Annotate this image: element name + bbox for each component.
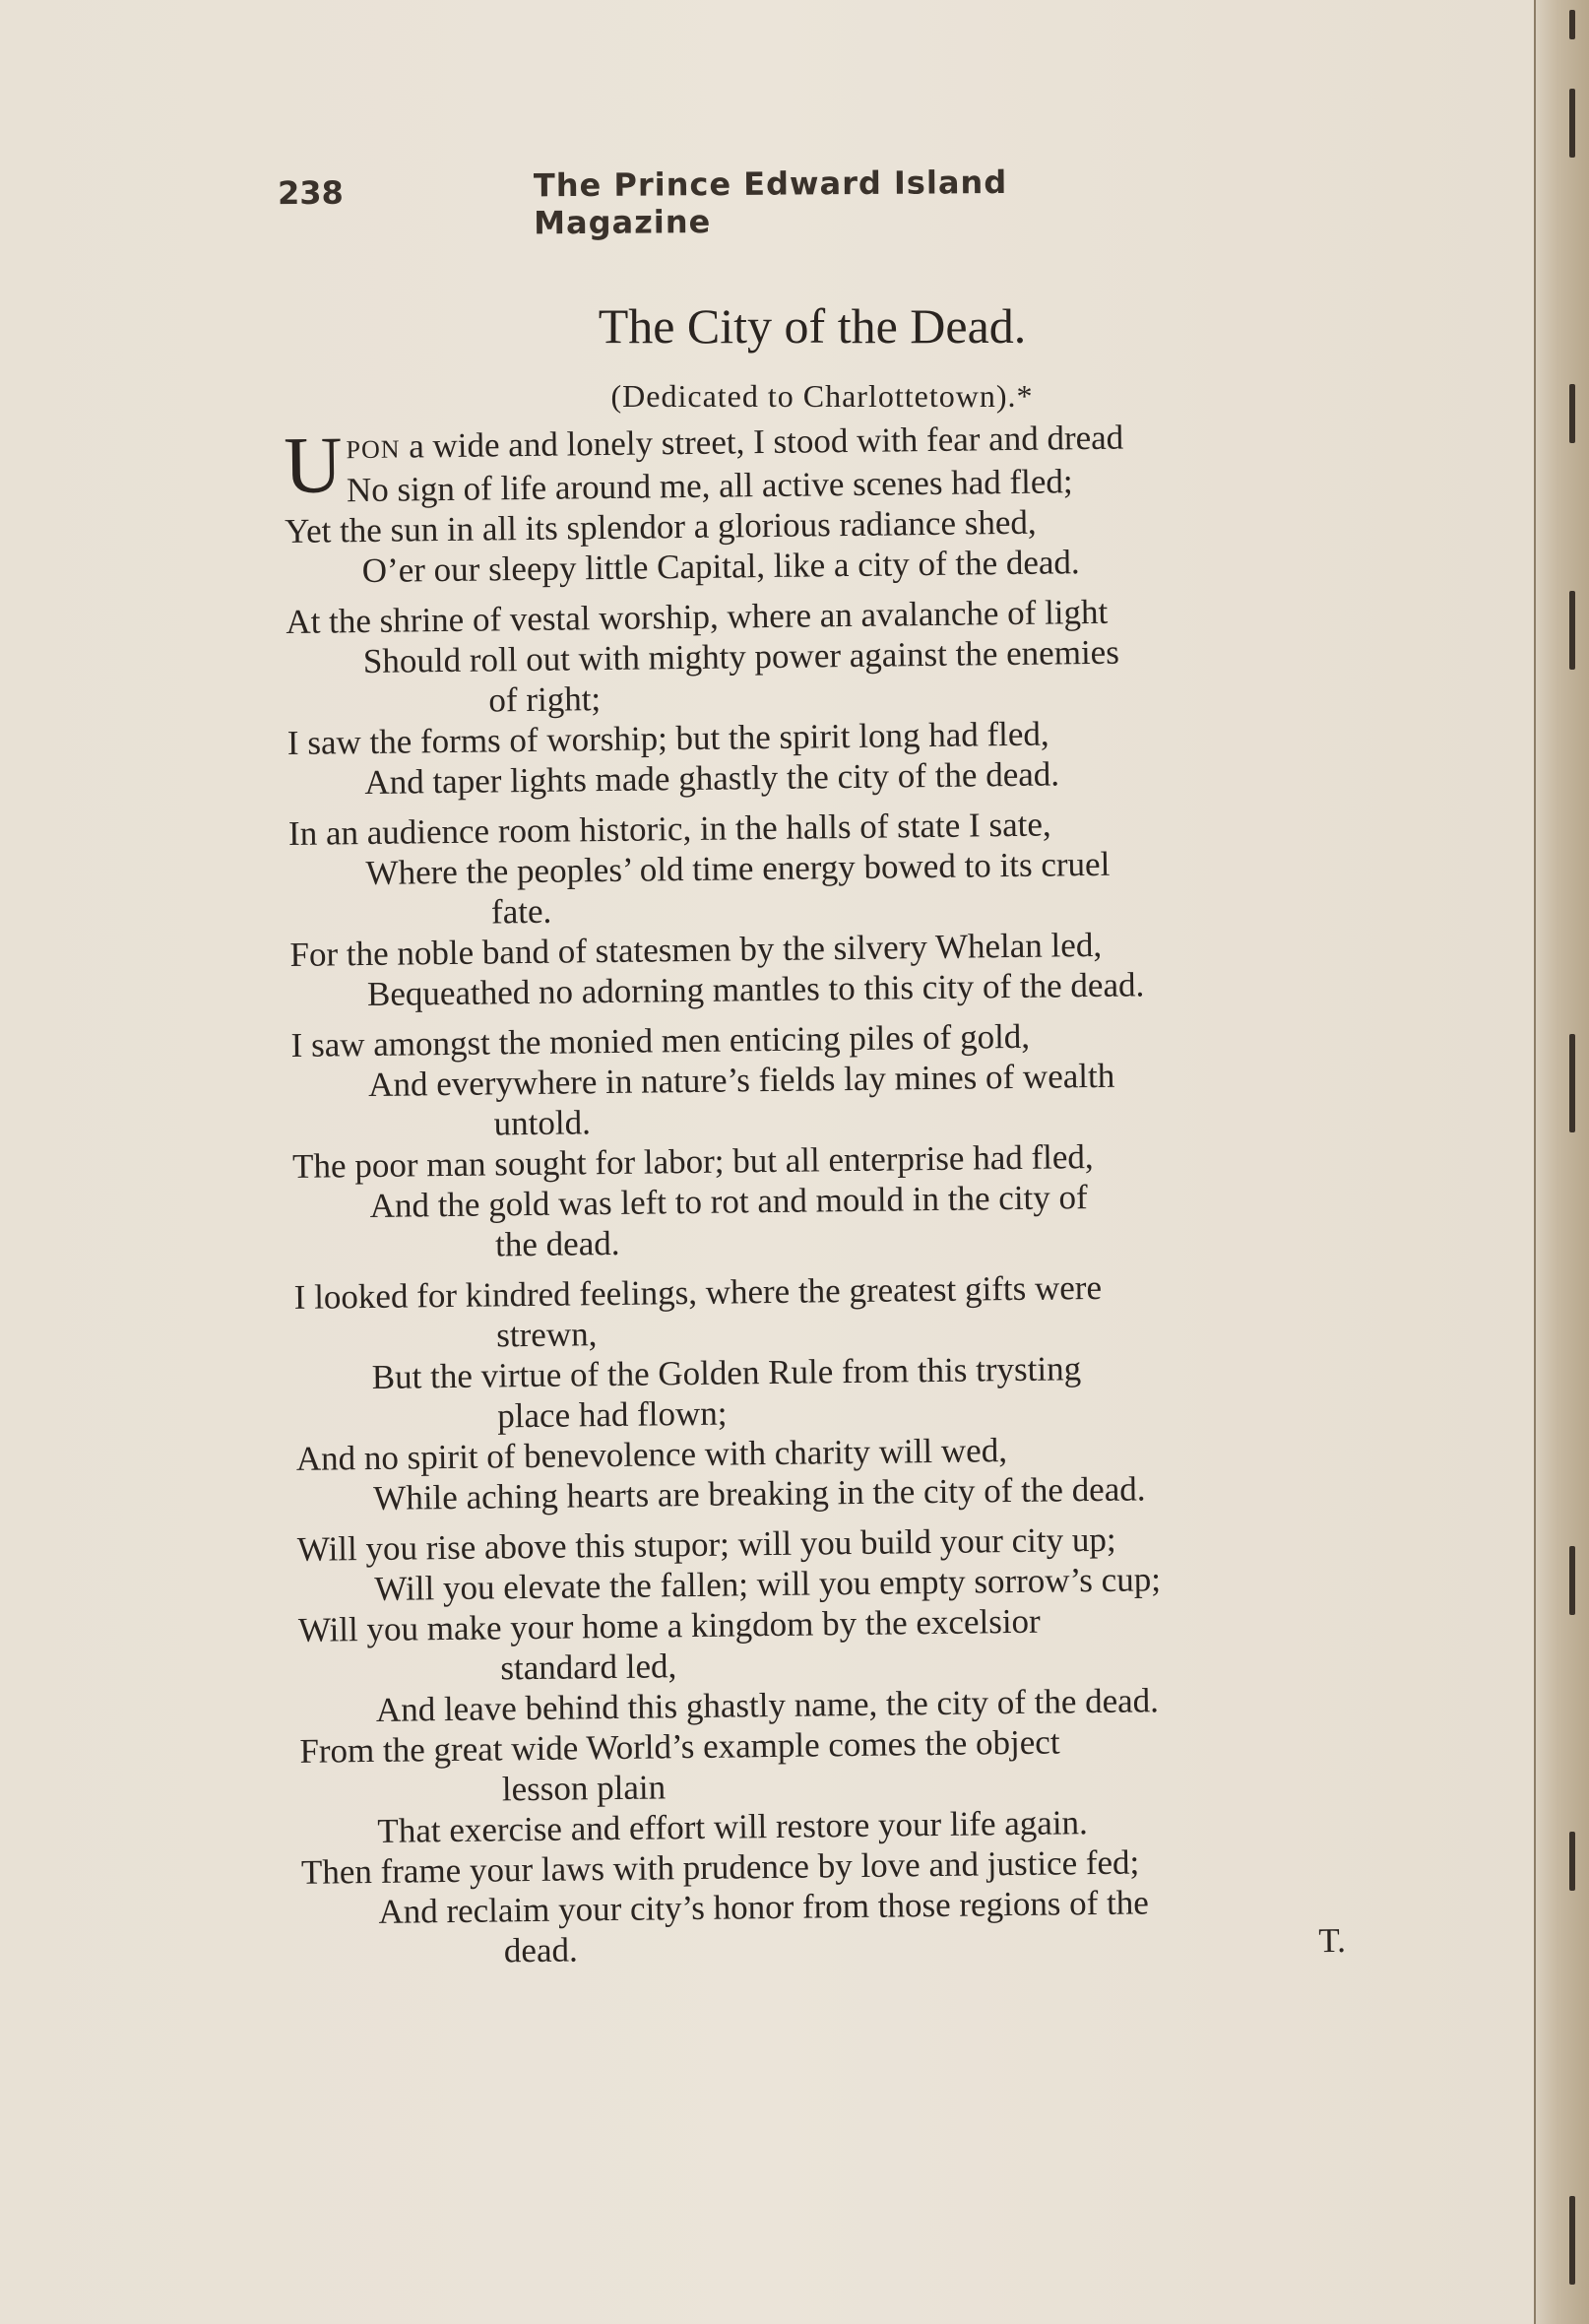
line-text: Where the peoples’ old time energy bowed to its cruel — [365, 844, 1111, 893]
poem-dedication: (Dedicated to Charlottetown).* — [610, 378, 1034, 414]
line-text: strewn, — [496, 1315, 598, 1355]
line-text: In an audience room historic, in the halls of state I sate, — [287, 805, 1051, 853]
line-text: And leave behind this ghastly name, the city of the dead. — [375, 1681, 1160, 1729]
line-text: standard led, — [500, 1646, 677, 1688]
poem-stanza — [294, 1263, 1400, 1519]
line-text: But the virtue of the Golden Rule from this trysting — [371, 1349, 1082, 1396]
line-text: untold. — [493, 1103, 592, 1143]
line-text: And reclaim your city’s honor from those regions of the — [378, 1883, 1150, 1931]
magazine-title: The Prince Edward Island Magazine — [533, 162, 1008, 242]
poem-stanza — [284, 414, 1388, 592]
line-text: Will you make your home a kingdom by the excelsior — [297, 1601, 1041, 1649]
poem-body — [284, 414, 1405, 1973]
first-word-smallcaps: PON — [346, 434, 401, 465]
line-text: The poor man sought for labor; but all enterprise had fled, — [291, 1137, 1094, 1186]
line-text: And no spirit of benevolence with charity will wed, — [295, 1431, 1008, 1478]
line-text: of right; — [488, 679, 602, 720]
line-text: the dead. — [494, 1223, 620, 1264]
page-number: 238 — [277, 173, 344, 213]
drop-cap: U — [283, 420, 344, 510]
poem-stanza — [288, 800, 1393, 1015]
line-text: Yet the sun in all its splendor a glorious radiance shed, — [285, 502, 1037, 550]
line-text: At the shrine of vestal worship, where an avalanche of light — [286, 592, 1109, 641]
line-text: O’er our sleepy little Capital, like a city of the dead. — [361, 543, 1080, 591]
line-text: I looked for kindred feelings, where the greatest gifts were — [293, 1267, 1103, 1317]
line-text: a wide and lonely street, I stood with fear and dread — [400, 418, 1124, 466]
line-text: And everywhere in nature’s fields lay mines of wealth — [367, 1056, 1115, 1104]
running-header — [277, 162, 1164, 242]
page-edge — [1534, 0, 1589, 2324]
line-text: I saw the forms of worship; but the spirit long had fled, — [286, 714, 1049, 762]
line-text: While aching hearts are breaking in the city of the dead. — [373, 1469, 1146, 1517]
poem-stanza — [290, 1011, 1396, 1267]
line-text: That exercise and effort will restore your life again. — [377, 1803, 1089, 1850]
line-text: fate. — [490, 891, 552, 932]
poem-stanza — [297, 1516, 1405, 1973]
line-text: And the gold was left to rot and mould in the city of — [369, 1178, 1088, 1225]
line-text: From the great wide World’s example comes the object — [299, 1722, 1060, 1771]
poem-stanza — [286, 588, 1390, 804]
line-text: dead. — [503, 1930, 578, 1970]
line-text: No sign of life around me, all active scenes had fled; — [346, 462, 1073, 510]
line-text: I saw amongst the monied men enticing piles of gold, — [290, 1016, 1031, 1065]
line-text: lesson plain — [501, 1768, 667, 1809]
line-text: For the noble band of statesmen by the silvery Whelan led, — [289, 925, 1103, 974]
line-text: And taper lights made ghastly the city of the dead. — [364, 754, 1060, 803]
line-text: Will you elevate the fallen; will you empty sorrow’s cup; — [374, 1560, 1162, 1608]
poem-title: The City of the Dead. — [598, 298, 1027, 354]
line-text: Bequeathed no adorning mantles to this city of the dead. — [366, 965, 1145, 1014]
author-signature: T. — [1318, 1920, 1347, 1961]
line-text: Will you rise above this stupor; will you build your city up; — [296, 1519, 1116, 1569]
line-text: Then frame your laws with prudence by love and justice fed; — [300, 1842, 1140, 1892]
line-text: place had flown; — [497, 1393, 728, 1436]
line-text: Should roll out with mighty power against the enemies — [362, 632, 1120, 681]
